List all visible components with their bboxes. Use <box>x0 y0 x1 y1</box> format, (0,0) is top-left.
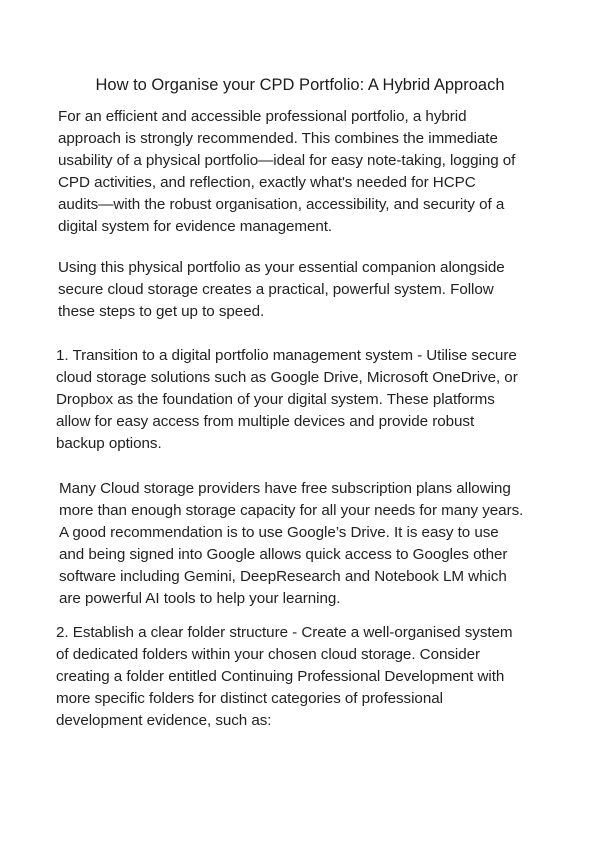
intro-paragraph <box>58 106 558 237</box>
text-line: creating a folder entitled Continuing Professional Development with <box>56 667 505 685</box>
text-line: secure cloud storage creates a practical, powerful system. Follow <box>58 280 494 298</box>
text-line: approach is strongly recommended. This combines the immediate <box>58 129 498 147</box>
companion-paragraph <box>58 257 558 323</box>
text-line: A good recommendation is to use Google’s Drive. It is easy to use <box>59 523 499 541</box>
text-line: are powerful AI tools to help your learning. <box>59 589 341 607</box>
text-line: audits—with the robust organisation, accessibility, and security of a <box>58 195 505 213</box>
step-2-paragraph <box>56 622 556 732</box>
text-line: cloud storage solutions such as Google Drive, Microsoft OneDrive, or <box>56 368 518 386</box>
text-line: more specific folders for distinct categories of professional <box>56 689 443 707</box>
text-line: 1. Transition to a digital portfolio management system - Utilise secure <box>56 347 517 364</box>
page-title: How to Organise your CPD Portfolio: A Hybrid Approach <box>95 76 505 94</box>
text-line: Dropbox as the foundation of your digital system. These platforms <box>56 390 495 408</box>
text-line: digital system for evidence management. <box>58 217 333 235</box>
text-line: backup options. <box>56 434 162 452</box>
cloud-storage-paragraph <box>59 478 559 609</box>
text-line: more than enough storage capacity for all your needs for many years. <box>59 501 524 519</box>
text-line: usability of a physical portfolio—ideal for easy note-taking, logging of <box>58 151 516 169</box>
text-line: 2. Establish a clear folder structure - Create a well-organised system <box>56 624 513 641</box>
text-line: allow for easy access from multiple devices and provide robust <box>56 412 475 430</box>
text-line: these steps to get up to speed. <box>58 302 265 320</box>
text-line: CPD activities, and reflection, exactly what's needed for HCPC <box>58 173 476 191</box>
step-1-paragraph <box>56 345 556 455</box>
text-line: Using this physical portfolio as your essential companion alongside <box>58 259 505 276</box>
text-line: of dedicated folders within your chosen cloud storage. Consider <box>56 645 481 663</box>
text-line: Many Cloud storage providers have free subscription plans allowing <box>59 480 511 497</box>
text-line: development evidence, such as: <box>56 711 272 729</box>
text-line: For an efficient and accessible professional portfolio, a hybrid <box>58 108 467 125</box>
text-line: and being signed into Google allows quick access to Googles other <box>59 545 508 563</box>
text-line: software including Gemini, DeepResearch and Notebook LM which <box>59 567 507 585</box>
